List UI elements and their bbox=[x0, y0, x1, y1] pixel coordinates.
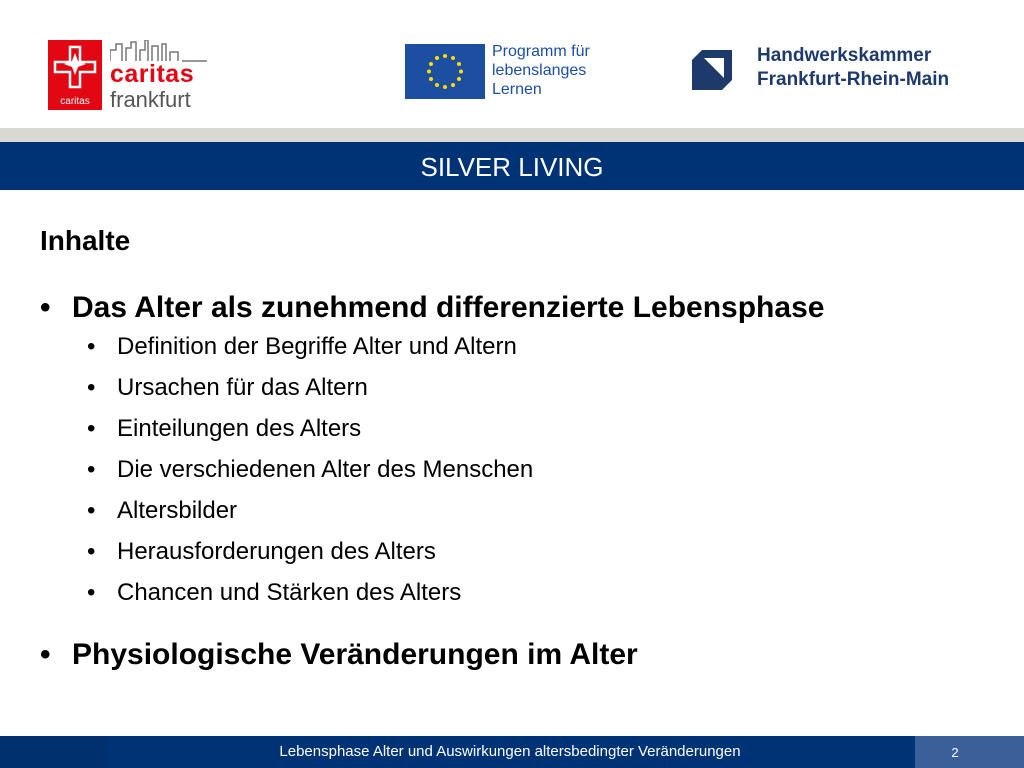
list-item-text: Herausforderungen des Alters bbox=[117, 538, 436, 565]
list-item bbox=[40, 408, 1000, 449]
bullet-icon: • bbox=[87, 579, 96, 606]
bullet-icon: • bbox=[87, 497, 96, 524]
title-bar bbox=[0, 142, 1024, 190]
hwk-text-line: Handwerkskammer bbox=[757, 45, 932, 66]
eu-text-line: Programm für bbox=[492, 43, 590, 60]
caritas-mark-text: caritas bbox=[60, 96, 90, 107]
list-item bbox=[40, 531, 1000, 572]
list-item bbox=[40, 490, 1000, 531]
slide-title: SILVER LIVING bbox=[420, 152, 604, 182]
caritas-logo bbox=[48, 40, 208, 112]
list-item-text: Einteilungen des Alters bbox=[117, 415, 362, 442]
eu-text-line: Lernen bbox=[492, 81, 542, 98]
footer-bar bbox=[0, 736, 1024, 768]
list-item-text: Chancen und Stärken des Alters bbox=[117, 579, 462, 606]
caritas-city: frankfurt bbox=[110, 87, 191, 112]
bullet-icon: • bbox=[40, 291, 51, 324]
content-heading: Inhalte bbox=[40, 225, 131, 256]
bullet-icon: • bbox=[87, 456, 96, 483]
section-title bbox=[40, 290, 1000, 326]
section-title-text: Das Alter als zunehmend differenzierte Lebensphase bbox=[72, 291, 825, 324]
hwk-text bbox=[757, 44, 949, 92]
hwk-text-line: Frankfurt-Rhein-Main bbox=[757, 69, 950, 90]
page-number: 2 bbox=[951, 745, 959, 760]
bullet-icon: • bbox=[87, 538, 96, 565]
eu-text-line: lebenslanges bbox=[492, 62, 587, 79]
bullet-icon: • bbox=[87, 333, 96, 360]
hwk-mark-icon bbox=[690, 48, 734, 92]
footer-text: Lebensphase Alter und Auswirkungen altersbedingter Veränderungen bbox=[279, 743, 741, 760]
eu-programm-logo bbox=[405, 44, 625, 100]
list-item-text: Definition der Begriffe Alter und Altern bbox=[117, 333, 517, 360]
bullet-icon: • bbox=[87, 415, 96, 442]
list-item-text: Ursachen für das Altern bbox=[117, 374, 368, 401]
header-divider bbox=[0, 128, 1024, 142]
list-item-text: Altersbilder bbox=[117, 497, 238, 524]
bullet-icon: • bbox=[87, 374, 96, 401]
footer-accent bbox=[0, 736, 108, 768]
caritas-cross-icon bbox=[48, 40, 102, 110]
skyline-icon bbox=[110, 40, 210, 62]
section-title bbox=[40, 637, 1000, 673]
slide-content bbox=[40, 222, 1000, 673]
list-item-text: Die verschiedenen Alter des Menschen bbox=[117, 456, 534, 483]
list-item bbox=[40, 367, 1000, 408]
caritas-name: caritas bbox=[110, 60, 195, 88]
bullet-icon: • bbox=[40, 638, 51, 671]
eu-flag-icon bbox=[405, 44, 485, 99]
list-item bbox=[40, 572, 1000, 613]
eu-programm-text bbox=[492, 42, 590, 99]
section-title-text: Physiologische Veränderungen im Alter bbox=[72, 638, 638, 671]
list-item bbox=[40, 449, 1000, 490]
list-item bbox=[40, 326, 1000, 367]
handwerkskammer-logo bbox=[690, 44, 990, 100]
